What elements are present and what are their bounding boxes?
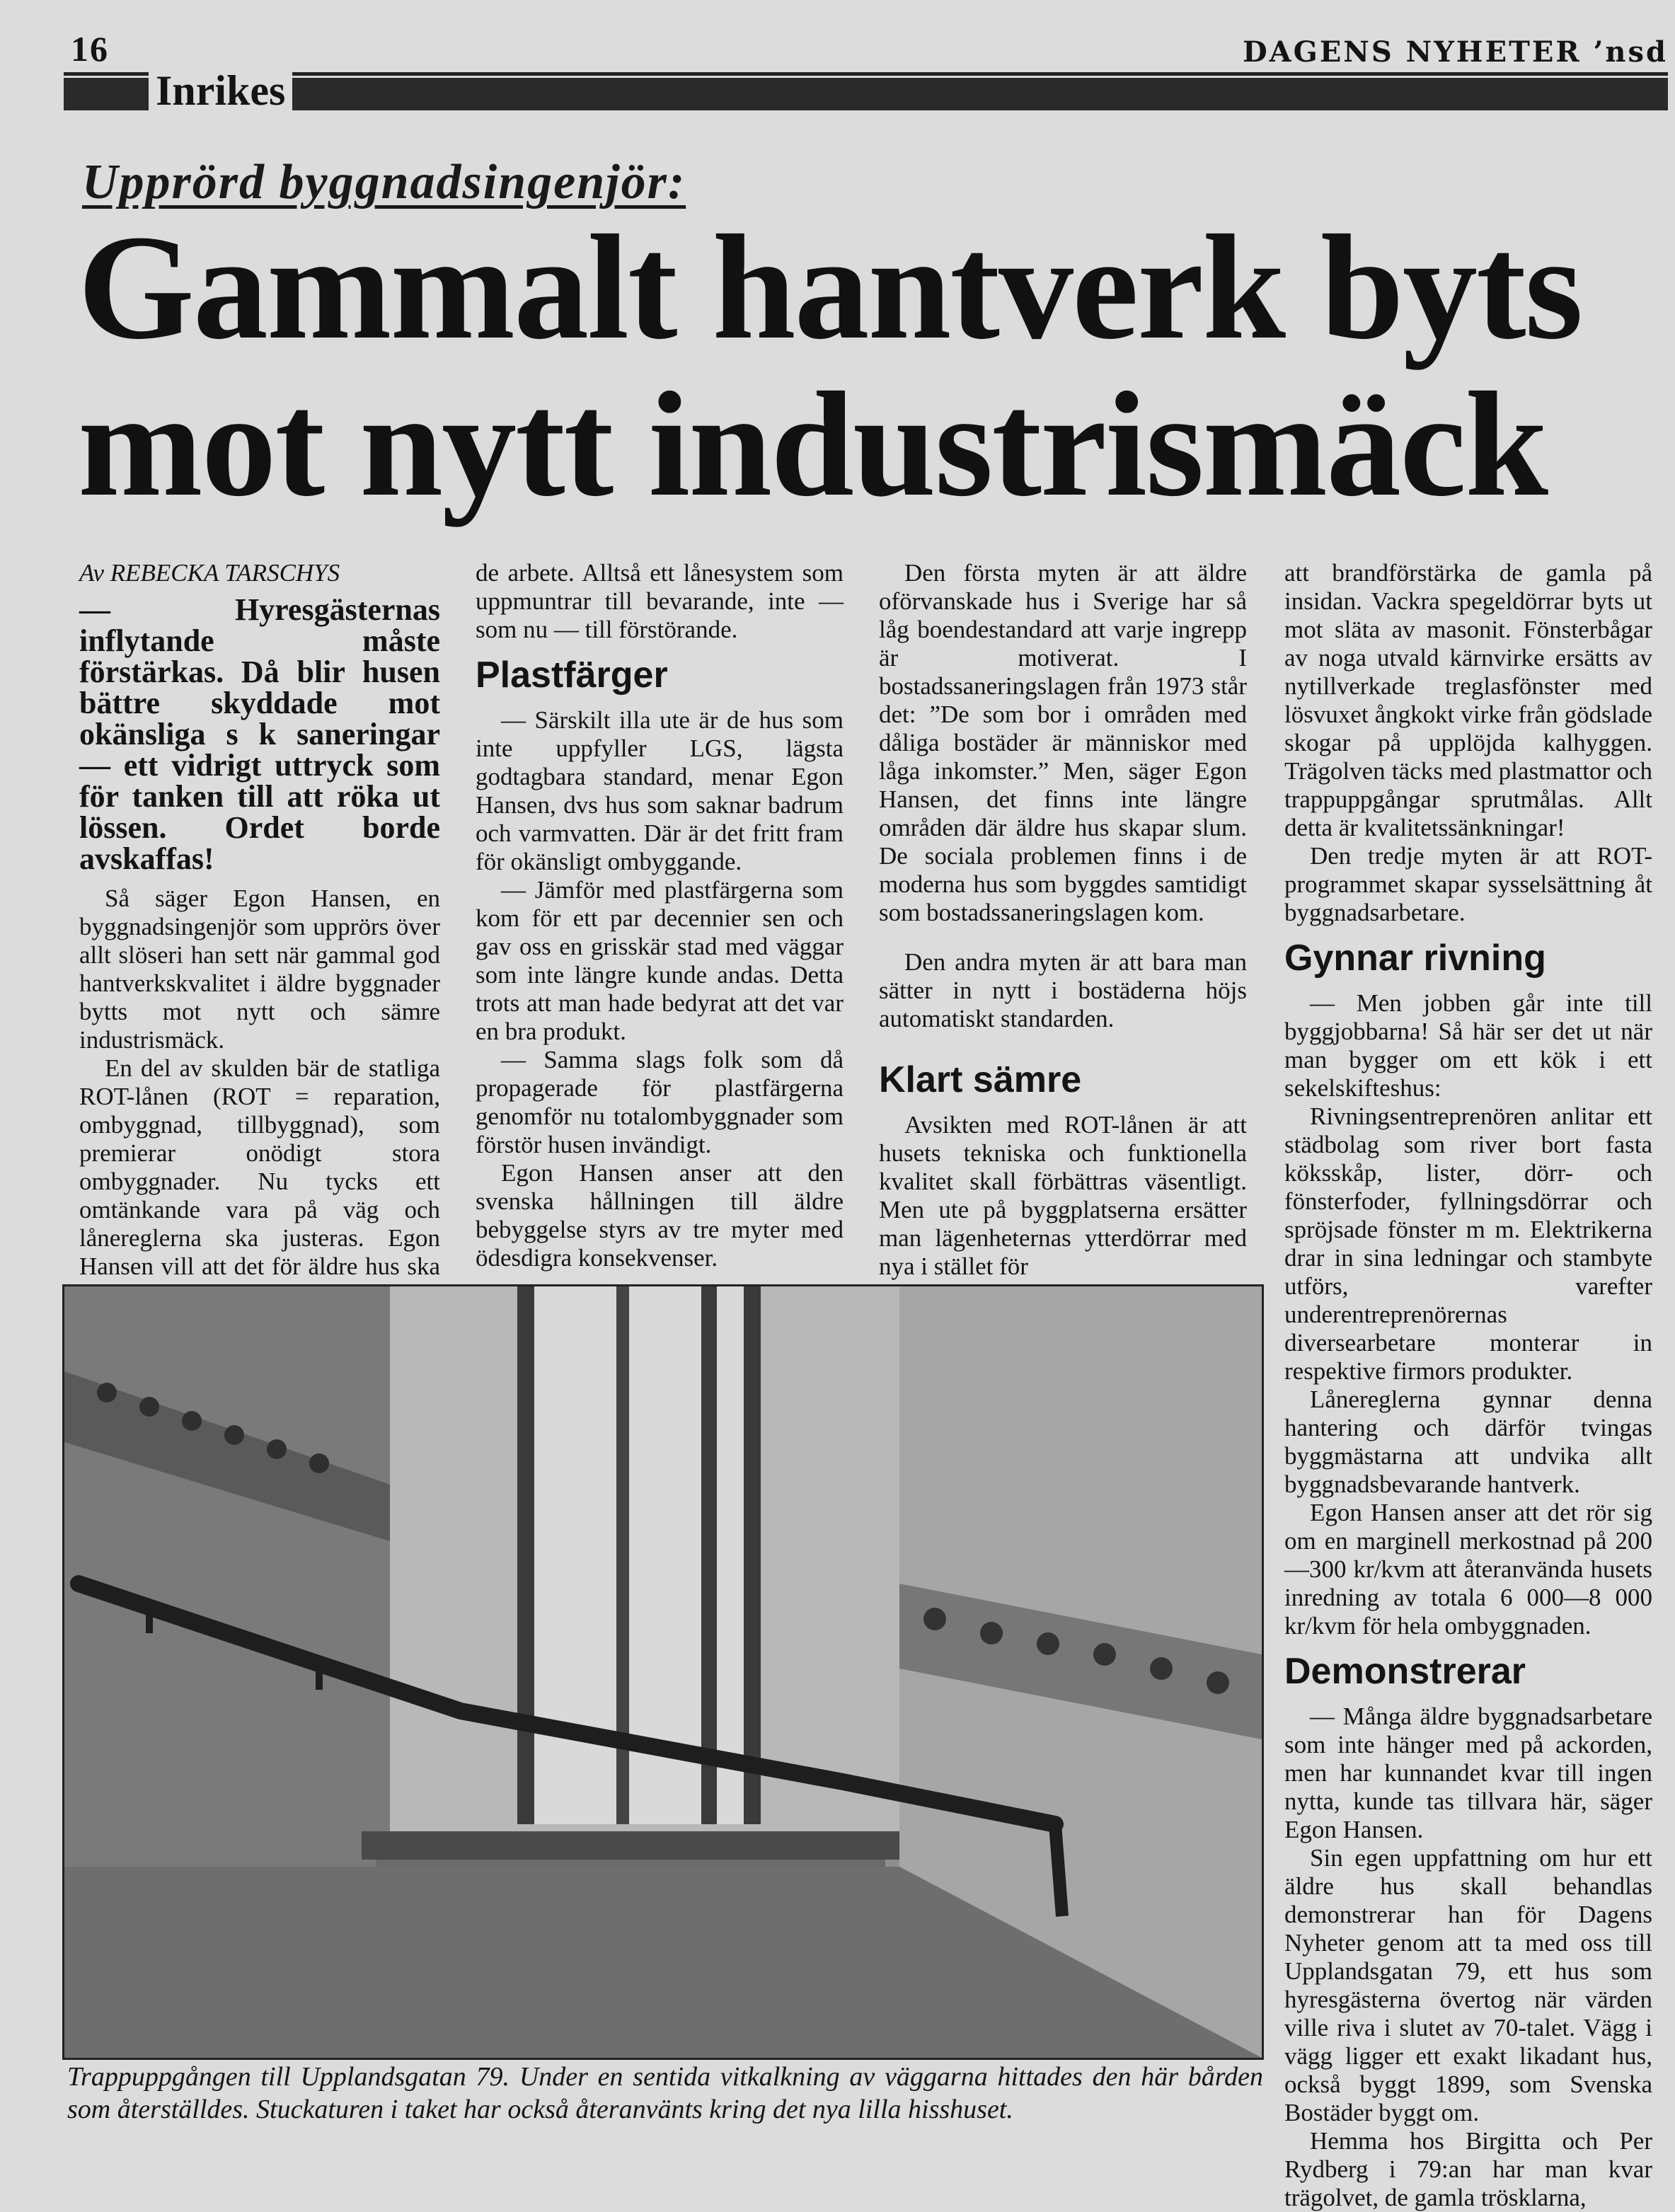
kicker: Upprörd byggnadsingenjör: xyxy=(82,155,686,209)
paragraph: Egon Hansen anser att den svenska hållningen till äldre bebyggelse styrs av tre myter med ödesdigra konsekvenser. xyxy=(476,1159,844,1272)
paragraph: Lånereglerna gynnar denna hantering och därför tvingas byggmästarna att undvika allt byggnadsbevarande hantverk. xyxy=(1284,1386,1652,1498)
photo-caption: Trappuppgången till Upplandsgatan 79. Under en sentida vitkalkning av väggarna hittades den här bården som återställdes. Stuckaturen i taket har också återanvänts kring det nya lilla hisshuset. xyxy=(67,2062,1263,2124)
byline: Av REBECKA TARSCHYS xyxy=(79,559,340,587)
newspaper-name: DAGENS NYHETER ’nsd xyxy=(1242,35,1668,69)
paragraph: Den tredje myten är att ROT-programmet skapar sysselsättning åt byggnadsarbetare. xyxy=(1284,842,1652,926)
paragraph: Rivningsentreprenören anlitar ett städbolag som river bort fasta köksskåp, lister, dörr- och fönsterfoder, fyllningsdörrar och spröjsade fönster m m. Elektrikerna drar in sina ledningar och stambyte utförs, varefter underentreprenörernas diversearbetare monterar in respektive firmors produkter. xyxy=(1284,1102,1652,1385)
paragraph: — Men jobben går inte till byggjobbarna! Så här ser det ut när man bygger om ett kök i ett sekelskifteshus: xyxy=(1284,989,1652,1102)
stairwell-photo xyxy=(62,1284,1264,2060)
paragraph: — Samma slags folk som då propagerade för plastfärgerna genomför nu totalombyggnader som förstör husen invändigt. xyxy=(476,1046,844,1158)
headline-line-2: mot nytt industrismäck xyxy=(78,361,1548,527)
paragraph: Avsikten med ROT-lånen är att husets tekniska och funktionella kvalitet skall förbättras väsentligt. Men ute på byggplatserna ersätter man lägenheternas ytterdörrar med nya i stället för xyxy=(879,1111,1247,1280)
header-rule xyxy=(64,72,1668,76)
paragraph: — Särskilt illa ute är de hus som inte uppfyller LGS, lägsta godtagbara standard, menar Egon Hansen, dvs hus som saknar badrum och varmvatten. Där är det fritt fram för okänsligt ombyggande. xyxy=(476,706,844,875)
paragraph: — Jämför med plastfärgerna som kom för ett par decennier sen och gav oss en grisskär stad med väggar som inte längre kunde andas. Detta trots att man hade bedyrat att det var en bra produkt. xyxy=(476,876,844,1045)
headline-line-1: Gammalt hantverk byts xyxy=(78,204,1582,370)
paragraph: Den andra myten är att bara man sätter in nytt i bostäderna höjs automatiskt standarden. xyxy=(879,948,1247,1032)
subhead-gynnar-rivning: Gynnar rivning xyxy=(1284,938,1546,979)
paragraph: Sin egen uppfattning om hur ett äldre hus skall behandlas demonstrerar han för Dagens Nyheter genom att ta med oss till Upplandsgatan 79, ett hus som hyresgästerna övertog när värden ville riva i slutet av 70-talet. Vägg i vägg ligger ett exakt likadant hus, också byggt 1899, som Svenska Bostäder byggt om. xyxy=(1284,1844,1652,2126)
paragraph: de arbete. Alltså ett lånesystem som uppmuntrar till bevarande, inte — som nu — till förstörande. xyxy=(476,559,844,643)
paragraph: Egon Hansen anser att det rör sig om en marginell merkostnad på 200—300 kr/kvm att återanvända husets inredning av totala 6 000—8 000 kr/kvm för hela ombyggnaden. xyxy=(1284,1499,1652,1640)
paragraph: En del av skulden bär de statliga ROT-lånen (ROT = reparation, ombyggnad, tillbyggnad), som premierar onödigt stora ombyggnader. Nu tycks ett omtänkande vara på väg och lånereglerna ska justeras. Egon Hansen vill att det för äldre hus ska xyxy=(79,1054,440,1280)
paragraph: Så säger Egon Hansen, en byggnadsingenjör som upprörs över allt slöseri han sett när gammal god hantverkskvalitet i äldre byggnader bytts mot nytt och sämre industrismäck. xyxy=(79,885,440,1054)
headline xyxy=(78,204,1656,527)
column-4 xyxy=(1284,559,1652,2212)
paragraph: Hemma hos Birgitta och Per Rydberg i 79:an har man kvar trägolvet, de gamla trösklarna, xyxy=(1284,2127,1652,2211)
stairwell-illustration xyxy=(64,1286,1262,2058)
column-1 xyxy=(79,559,440,1337)
column-3 xyxy=(879,559,1247,1281)
column-2 xyxy=(476,559,844,1272)
section-bar xyxy=(64,78,1668,110)
paragraph: — Många äldre byggnadsarbetare som inte hänger med på ackorden, men har kunnandet kvar till ingen nytta, kunde tas tillvara här, säger Egon Hansen. xyxy=(1284,1703,1652,1843)
subhead-plastfarger: Plastfärger xyxy=(476,655,668,696)
page-number: 16 xyxy=(71,29,109,69)
subhead-demonstrerar: Demonstrerar xyxy=(1284,1651,1526,1692)
subhead-klart-samre: Klart sämre xyxy=(879,1059,1082,1100)
paragraph: Den första myten är att äldre oförvanskade hus i Sverige har så låg boendestandard att varje ingrepp är motiverat. I bostadssaneringslagen från 1973 står det: ”De som bor i områden med dåliga bostäder är människor med låga inkomster.” Men, säger Egon Hansen, det finns inte längre områden där äldre hus skapar slum. De sociala problemen finns i de moderna hus som byggdes samtidigt som bostadssaneringslagen kom. xyxy=(879,559,1247,926)
section-label: Inrikes xyxy=(149,68,292,113)
lead-paragraph: — Hyresgästernas inflytande måste förstärkas. Då blir husen bättre skyddade mot okänsliga s k saneringar — ett vidrigt uttryck som för tanken till att röka ut lössen. Ordet borde avskaffas! xyxy=(79,592,440,876)
paragraph: att brandförstärka de gamla på insidan. Vackra spegeldörrar byts ut mot släta av masonit. Fönsterbågar av noga utvald kärnvirke ersätts av nytillverkade treglasfönster med lösvuxet ångkokt virke från gödslade skogar på upplöjda kalhyggen. Trägolven täcks med plastmattor och trappuppgångar sprutmålas. Allt detta är kvalitetssänkningar! xyxy=(1284,559,1652,841)
